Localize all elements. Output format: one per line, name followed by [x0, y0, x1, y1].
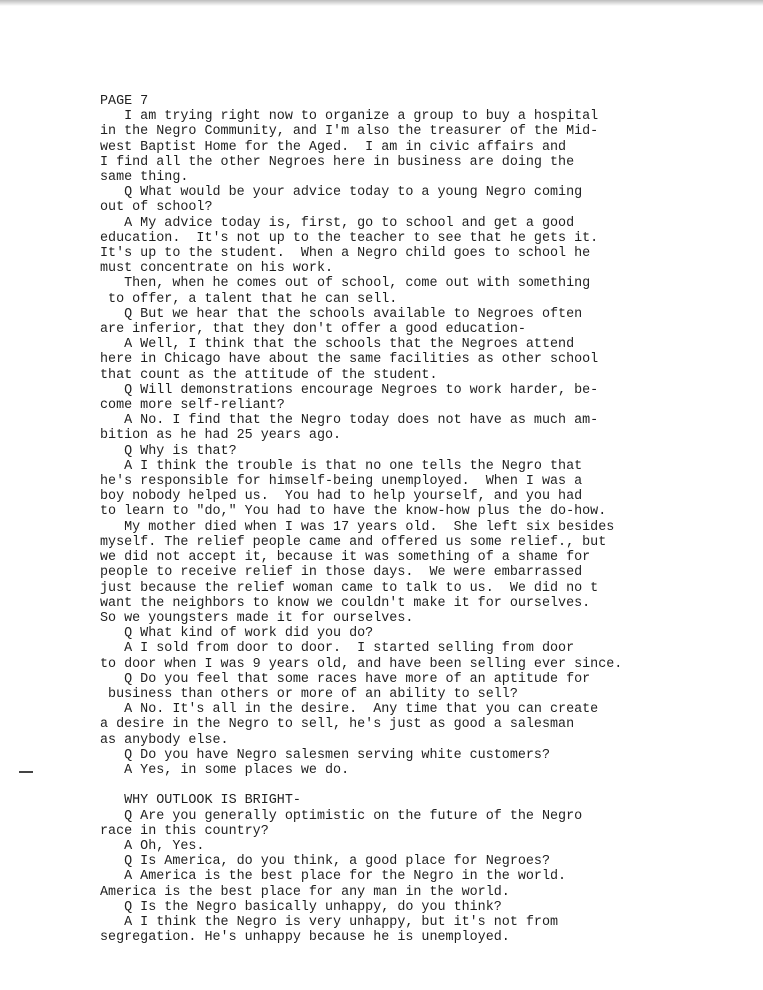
text-line: Q But we hear that the schools available to Negroes often	[100, 306, 583, 322]
text-line: that count as the attitude of the student.	[100, 367, 438, 383]
page-label: PAGE 7	[100, 94, 149, 109]
text-line: segregation. He's unhappy because he is unemployed.	[100, 930, 510, 946]
text-line: A My advice today is, first, go to school and get a good	[100, 215, 575, 231]
text-line: bition as he had 25 years ago.	[100, 428, 342, 444]
text-line: A Yes, in some places we do.	[100, 762, 350, 778]
text-line: A No. It's all in the desire. Any time that you can create	[100, 702, 599, 718]
text-line: Q Is the Negro basically unhappy, do you think?	[100, 899, 502, 915]
text-line: here in Chicago have about the same facilities as other school	[100, 352, 599, 368]
blank-line	[100, 778, 740, 793]
text-line: must concentrate on his work.	[100, 261, 334, 277]
text-line: people to receive relief in those days. We were embarrassed	[100, 565, 583, 581]
text-line: Q Will demonstrations encourage Negroes to work harder, be-	[100, 382, 599, 398]
text-line: are inferior, that they don't offer a good education-	[100, 322, 526, 338]
text-line: as anybody else.	[100, 732, 229, 748]
text-line: we did not accept it, because it was something of a shame for	[100, 550, 591, 566]
text-line: in the Negro Community, and I'm also the treasurer of the Mid-	[100, 124, 599, 140]
text-line: A Well, I think that the schools that the Negroes attend	[100, 337, 575, 353]
text-line: WHY OUTLOOK IS BRIGHT-	[100, 793, 301, 809]
text-line: America is the best place for any man in the world.	[100, 884, 510, 900]
text-line: A I think the trouble is that no one tells the Negro that	[100, 458, 583, 474]
text-line: Q Do you have Negro salesmen serving white customers?	[100, 747, 550, 763]
text-line: race in this country?	[100, 823, 269, 839]
text-line: education. It's not up to the teacher to see that he gets it.	[100, 230, 599, 246]
text-line: to door when I was 9 years old, and have been selling ever since.	[100, 656, 623, 672]
text-line: My mother died when I was 17 years old. She left six besides	[100, 519, 615, 535]
text-line: A No. I find that the Negro today does not have as much am-	[100, 413, 599, 429]
text-line: myself. The relief people came and offered us some relief., but	[100, 534, 607, 550]
margin-mark	[19, 771, 33, 773]
text-line: A America is the best place for the Negro in the world.	[100, 869, 567, 885]
text-line: I am trying right now to organize a group to buy a hospital	[100, 109, 599, 125]
text-line: Q Why is that?	[100, 443, 237, 459]
document-body	[100, 109, 740, 945]
text-line: he's responsible for himself-being unemployed. When I was a	[100, 474, 583, 490]
text-line: Q Is America, do you think, a good place for Negroes?	[100, 854, 550, 870]
text-line: Q Are you generally optimistic on the future of the Negro	[100, 808, 583, 824]
text-line: A Oh, Yes.	[100, 838, 205, 854]
text-line: business than others or more of an ability to sell?	[100, 686, 518, 702]
text-line: want the neighbors to know we couldn't make it for ourselves.	[100, 595, 591, 611]
text-line: Q Do you feel that some races have more of an aptitude for	[100, 671, 591, 687]
document-page	[100, 94, 740, 945]
text-line: a desire in the Negro to sell, he's just as good a salesman	[100, 717, 575, 733]
text-line: boy nobody helped us. You had to help yourself, and you had	[100, 489, 583, 505]
text-line: come more self-reliant?	[100, 398, 285, 414]
text-line: I find all the other Negroes here in business are doing the	[100, 154, 575, 170]
text-line: just because the relief woman came to talk to us. We did no t	[100, 580, 599, 596]
text-line: same thing.	[100, 170, 189, 186]
text-line: A I sold from door to door. I started selling from door	[100, 641, 575, 657]
text-line: Q What kind of work did you do?	[100, 626, 374, 642]
text-line: A I think the Negro is very unhappy, but it's not from	[100, 914, 559, 930]
text-line: west Baptist Home for the Aged. I am in civic affairs and	[100, 139, 567, 155]
text-line: to learn to "do," You had to have the know-how plus the do-how.	[100, 504, 607, 520]
text-line: It's up to the student. When a Negro child goes to school he	[100, 246, 591, 262]
page-top-edge	[0, 0, 763, 6]
text-line: to offer, a talent that he can sell.	[100, 291, 398, 307]
text-line: Then, when he comes out of school, come out with something	[100, 276, 591, 292]
text-line: Q What would be your advice today to a young Negro coming	[100, 185, 583, 201]
text-line: So we youngsters made it for ourselves.	[100, 610, 414, 626]
text-line: out of school?	[100, 200, 213, 216]
